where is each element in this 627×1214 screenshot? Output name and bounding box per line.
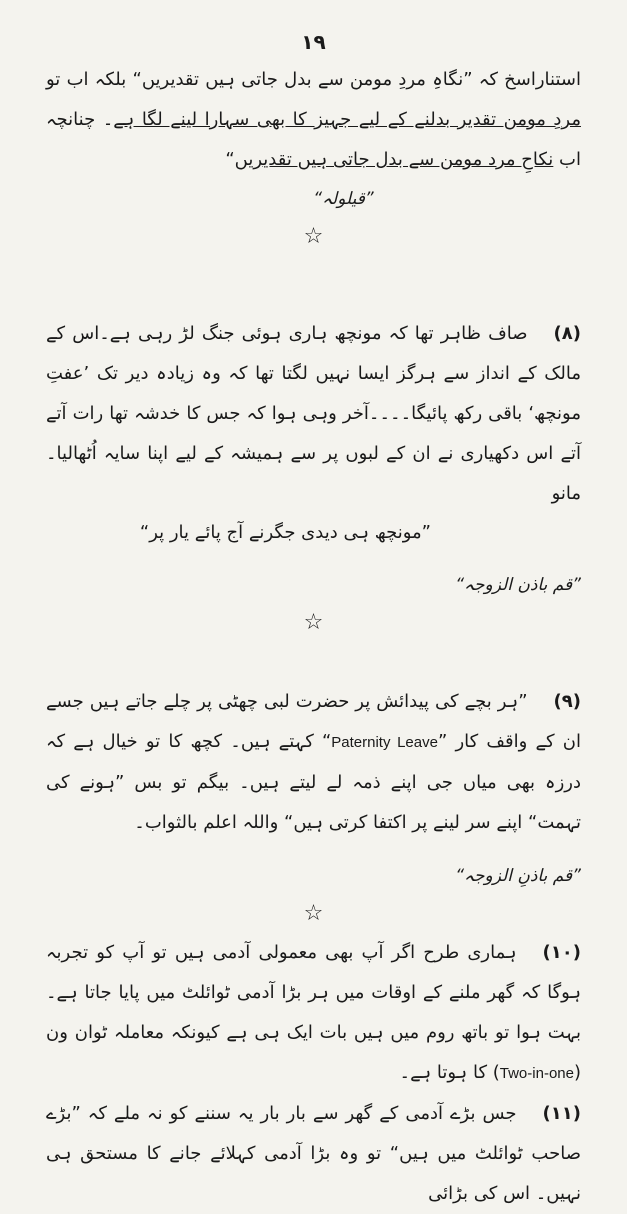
paragraph-number: (۱۱) [542, 1103, 581, 1124]
star-divider: ☆ [303, 901, 324, 926]
paragraph-number: (۹) [553, 691, 581, 712]
text-segment: ۔ چنانچہ اب [46, 109, 581, 170]
page-number: ۱۹ [301, 30, 326, 54]
paragraph-text: ”ہر بچے کی پیدائش پر حضرت لبی چھٹی پر چلے جاتے ہیں جسے ان کے واقف کار ” [46, 691, 581, 752]
source-citation: ”قیلولہ“ [313, 189, 374, 209]
english-term: Two-in-one [499, 1065, 574, 1082]
text-segment: “ [225, 149, 235, 170]
star-divider: ☆ [303, 224, 324, 249]
source-citation: ”قم باذنِ الزوجہ“ [455, 866, 581, 886]
paragraph-text: ہماری طرح اگر آپ بھی معمولی آدمی ہیں تو آپ کو تجربہ ہوگا کہ گھر ملنے کے اوقات میں ہر بڑا آدمی ٹوائلٹ میں پایا جاتا ہے۔ بہت ہوا تو باتھ روم میں ہیں بات ایک ہی ہے کیونکہ معاملہ ٹوان ون ( [46, 942, 581, 1083]
underlined-text: نکاحِ مرد مومن سے بدل جاتی ہیں تقدیریں [234, 149, 554, 170]
paragraph-10 [46, 933, 581, 1094]
paragraph-number: (۸) [553, 323, 581, 344]
paragraph-11 [46, 1094, 581, 1214]
underlined-text: مردِ مومن تقدیر بدلنے کے لیے جہیز کا بھی سہارا لینے لگا ہے [113, 109, 581, 130]
star-divider: ☆ [303, 610, 324, 635]
paragraph-top [46, 60, 581, 180]
paragraph-9 [46, 682, 581, 843]
source-citation: ”قم باذن الزوجہ“ [455, 575, 581, 595]
english-term: Paternity Leave [331, 734, 438, 751]
paragraph-text: “ کہتے ہیں۔ کچھ کا تو خیال ہے کہ درزہ بھی میاں جی اپنے ذمہ لے لیتے ہیں۔ بیگم تو بس ”ہونے کی تہمت“ اپنے سر لینے پر اکتفا کرتی ہیں“ واللہ اعلم بالثواب۔ [46, 731, 581, 833]
text-segment: استناراسخ کہ ”نگاہِ مردِ مومن سے بدل جاتی ہیں تقدیریں“ بلکہ اب تو [46, 69, 581, 90]
paragraph-text: صاف ظاہر تھا کہ مونچھ ہاری ہوئی جنگ لڑ رہی ہے۔اس کے مالک کے انداز سے ہرگز ایسا نہیں لگتا تھا کہ وہ زیادہ دیر تک ’عفتِ مونچھ‘ باقی رکھ پائیگا۔۔۔۔آخر وہی ہوا کہ جس کا خدشہ تھا رات آتے آتے اس دکھیاری نے ان کے لبوں پر سے ہمیشہ کے لیے اپنا سایہ اُٹھالیا۔ مانو [46, 323, 581, 504]
paragraph-number: (۱۰) [542, 942, 581, 963]
paragraph-text: جس بڑے آدمی کے گھر سے بار بار یہ سننے کو نہ ملے کہ ”بڑے صاحب ٹوائلٹ میں ہیں“ تو وہ بڑا آدمی کہلائے جانے کا مستحق ہی نہیں۔ اس کی بڑائی [46, 1103, 581, 1204]
verse-line: ”مونچھ ہی دیدی جگرنے آج پائے یار پر“ [139, 522, 431, 543]
paragraph-8 [46, 314, 581, 514]
paragraph-text: ) کا ہوتا ہے۔ [399, 1062, 500, 1083]
